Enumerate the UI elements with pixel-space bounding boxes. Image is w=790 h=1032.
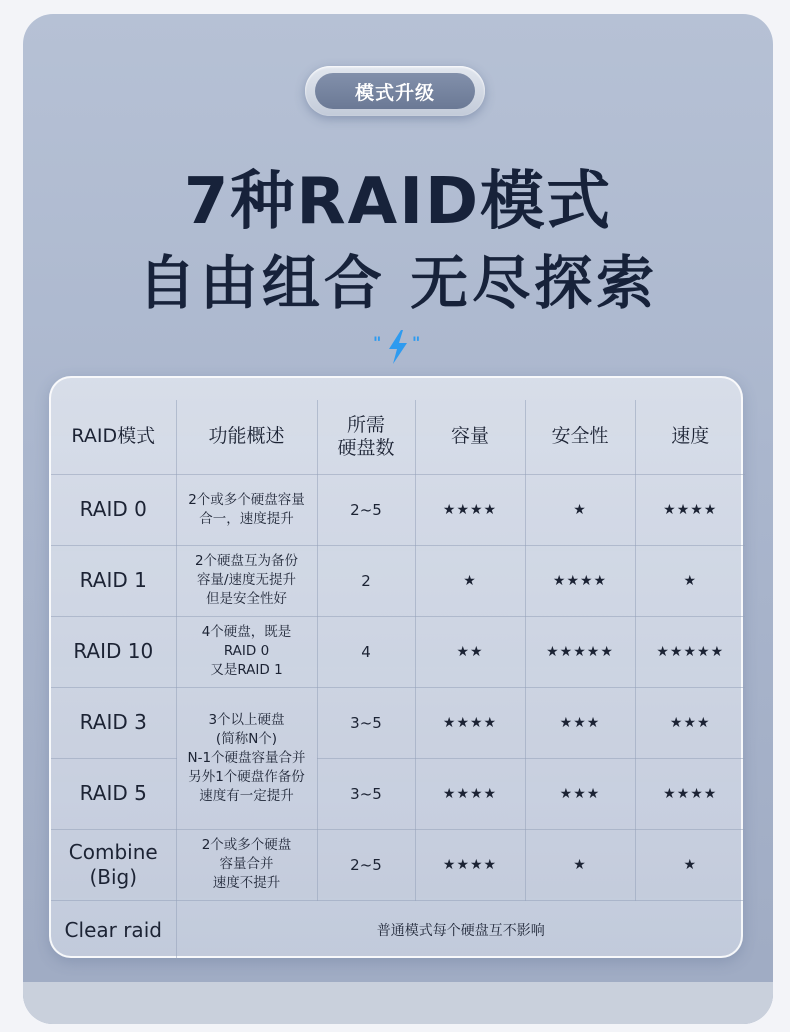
header-safety: 安全性 xyxy=(525,400,635,474)
row-capacity-stars: ★★★★ xyxy=(415,474,525,545)
row-mode: Combine (Big) xyxy=(51,829,176,900)
header-speed: 速度 xyxy=(635,400,745,474)
row-description: 2个或多个硬盘 容量合并 速度不提升 xyxy=(176,829,317,900)
row-capacity-stars: ★★★★ xyxy=(415,829,525,900)
row-note: 普通模式每个硬盘互不影响 xyxy=(176,900,745,960)
svg-text:": " xyxy=(373,333,382,352)
raid-mode-table-card xyxy=(49,376,743,958)
row-description: 2个硬盘互为备份 容量/速度无提升 但是安全性好 xyxy=(176,545,317,616)
row-disks: 3~5 xyxy=(317,758,415,829)
row-capacity-stars: ★★★★ xyxy=(415,687,525,758)
row-disks: 2 xyxy=(317,545,415,616)
row-safety-stars: ★★★ xyxy=(525,758,635,829)
row-description: 2个或多个硬盘容量 合一，速度提升 xyxy=(176,474,317,545)
table-row xyxy=(51,687,745,758)
raid-mode-table xyxy=(51,400,745,960)
headline-line-1: 7种RAID模式 xyxy=(183,165,613,239)
header-disks-required: 所需 硬盘数 xyxy=(317,400,415,474)
product-panel xyxy=(23,14,773,1024)
header-capacity: 容量 xyxy=(415,400,525,474)
bottom-band xyxy=(23,982,773,1024)
row-safety-stars: ★★★★★ xyxy=(525,616,635,687)
header-description: 功能概述 xyxy=(176,400,317,474)
row-capacity-stars: ★★★★ xyxy=(415,758,525,829)
row-mode: Clear raid xyxy=(51,900,176,960)
row-speed-stars: ★★★★ xyxy=(635,474,745,545)
row-mode: RAID 5 xyxy=(51,758,176,829)
row-safety-stars: ★ xyxy=(525,829,635,900)
row-mode: RAID 0 xyxy=(51,474,176,545)
row-speed-stars: ★ xyxy=(635,545,745,616)
header-raid-mode: RAID模式 xyxy=(51,400,176,474)
table-row xyxy=(51,829,745,900)
row-capacity-stars: ★ xyxy=(415,545,525,616)
mode-upgrade-badge xyxy=(305,66,485,116)
row-disks: 4 xyxy=(317,616,415,687)
row-description-shared: 3个以上硬盘 (简称N个) N-1个硬盘容量合并 另外1个硬盘作备份 速度有一定提升 xyxy=(176,687,317,829)
lightning-bolt-icon xyxy=(371,324,425,368)
table-header-row xyxy=(51,400,745,474)
row-speed-stars: ★ xyxy=(635,829,745,900)
row-speed-stars: ★★★★ xyxy=(635,758,745,829)
row-mode: RAID 10 xyxy=(51,616,176,687)
row-description: 4个硬盘，既是 RAID 0 又是RAID 1 xyxy=(176,616,317,687)
table-row xyxy=(51,758,745,829)
row-disks: 3~5 xyxy=(317,687,415,758)
row-capacity-stars: ★★ xyxy=(415,616,525,687)
row-disks: 2~5 xyxy=(317,829,415,900)
table-row xyxy=(51,545,745,616)
table-row xyxy=(51,474,745,545)
row-safety-stars: ★★★★ xyxy=(525,545,635,616)
row-speed-stars: ★★★ xyxy=(635,687,745,758)
svg-text:": " xyxy=(412,333,421,352)
row-mode: RAID 1 xyxy=(51,545,176,616)
row-disks: 2~5 xyxy=(317,474,415,545)
row-speed-stars: ★★★★★ xyxy=(635,616,745,687)
badge-label: 模式升级 xyxy=(315,73,475,109)
headline-line-2: 自由组合 无尽探索 xyxy=(137,249,659,317)
table-row xyxy=(51,900,745,960)
row-mode: RAID 3 xyxy=(51,687,176,758)
table-row xyxy=(51,616,745,687)
row-safety-stars: ★★★ xyxy=(525,687,635,758)
row-safety-stars: ★ xyxy=(525,474,635,545)
